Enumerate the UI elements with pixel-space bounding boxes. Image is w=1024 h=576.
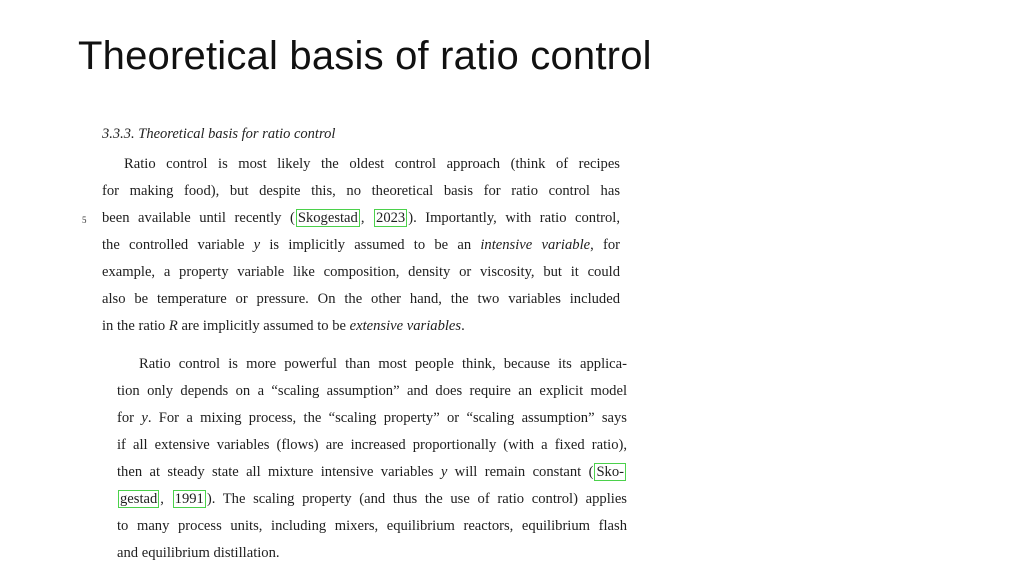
math-variable: y	[253, 237, 261, 253]
paragraph-line: for making food), but despite this, no theoretical basis for ratio control has	[102, 183, 620, 199]
paragraph-line: Ratio control is most likely the oldest control approach (think of recipes	[124, 156, 620, 172]
text-span: is implicitly assumed to be an	[260, 237, 481, 253]
text-span: then at steady state all mixture intensive variables	[117, 464, 441, 480]
text-span: ). Importantly, with ratio control,	[408, 210, 620, 226]
paragraph-line: example, a property variable like composition, density or viscosity, but it could	[102, 264, 620, 280]
citation-link[interactable]: Sko-	[596, 464, 625, 480]
paragraph-line: tion only depends on a “scaling assumption” and does require an explicit model	[117, 383, 627, 399]
math-variable: y	[141, 410, 148, 426]
paragraph-line: to many process units, including mixers, equilibrium reactors, equilibrium flash	[117, 518, 627, 534]
paragraph-line	[102, 208, 620, 228]
paragraph-line: also be temperature or pressure. On the other hand, the two variables included	[102, 291, 620, 307]
text-span: for	[117, 410, 142, 426]
emphasis: intensive variable	[480, 237, 591, 253]
paragraph-line: and equilibrium distillation.	[117, 545, 280, 561]
paragraph-line	[102, 235, 620, 255]
paragraph-line	[117, 489, 627, 509]
citation-link[interactable]: Skogestad	[297, 210, 358, 226]
emphasis: extensive variables	[349, 318, 462, 334]
citation-link[interactable]: 1991	[174, 491, 204, 507]
paragraph-line	[102, 316, 465, 336]
text-span: ). The scaling property (and thus the use of ratio control) applies	[206, 491, 627, 507]
text-span: .	[461, 318, 465, 334]
text-span: ,	[360, 210, 365, 226]
section-heading: 3.3.3. Theoretical basis for ratio control	[102, 126, 336, 142]
text-span: , for	[590, 237, 620, 253]
paragraph-line	[117, 408, 627, 428]
text-span: . For a mixing process, the “scaling property” or “scaling assumption” says	[147, 410, 627, 426]
text-span: been available until recently (	[102, 210, 295, 226]
math-variable: R	[168, 318, 178, 334]
citation-link[interactable]: 2023	[376, 210, 406, 226]
text-span: the controlled variable	[102, 237, 254, 253]
line-number: 5	[82, 215, 87, 225]
text-span: in the ratio	[102, 318, 169, 334]
paragraph-line	[117, 462, 627, 482]
paragraph-line: Ratio control is more powerful than most people think, because its applica-	[139, 356, 627, 372]
text-span: are implicitly assumed to be	[177, 318, 350, 334]
paragraph-line: if all extensive variables (flows) are increased proportionally (with a fixed ratio),	[117, 437, 627, 453]
math-variable: y	[440, 464, 448, 480]
slide-title: Theoretical basis of ratio control	[78, 34, 652, 78]
text-span: ,	[160, 491, 164, 507]
citation-link[interactable]: gestad	[120, 491, 158, 507]
text-span: will remain constant (	[447, 464, 594, 480]
